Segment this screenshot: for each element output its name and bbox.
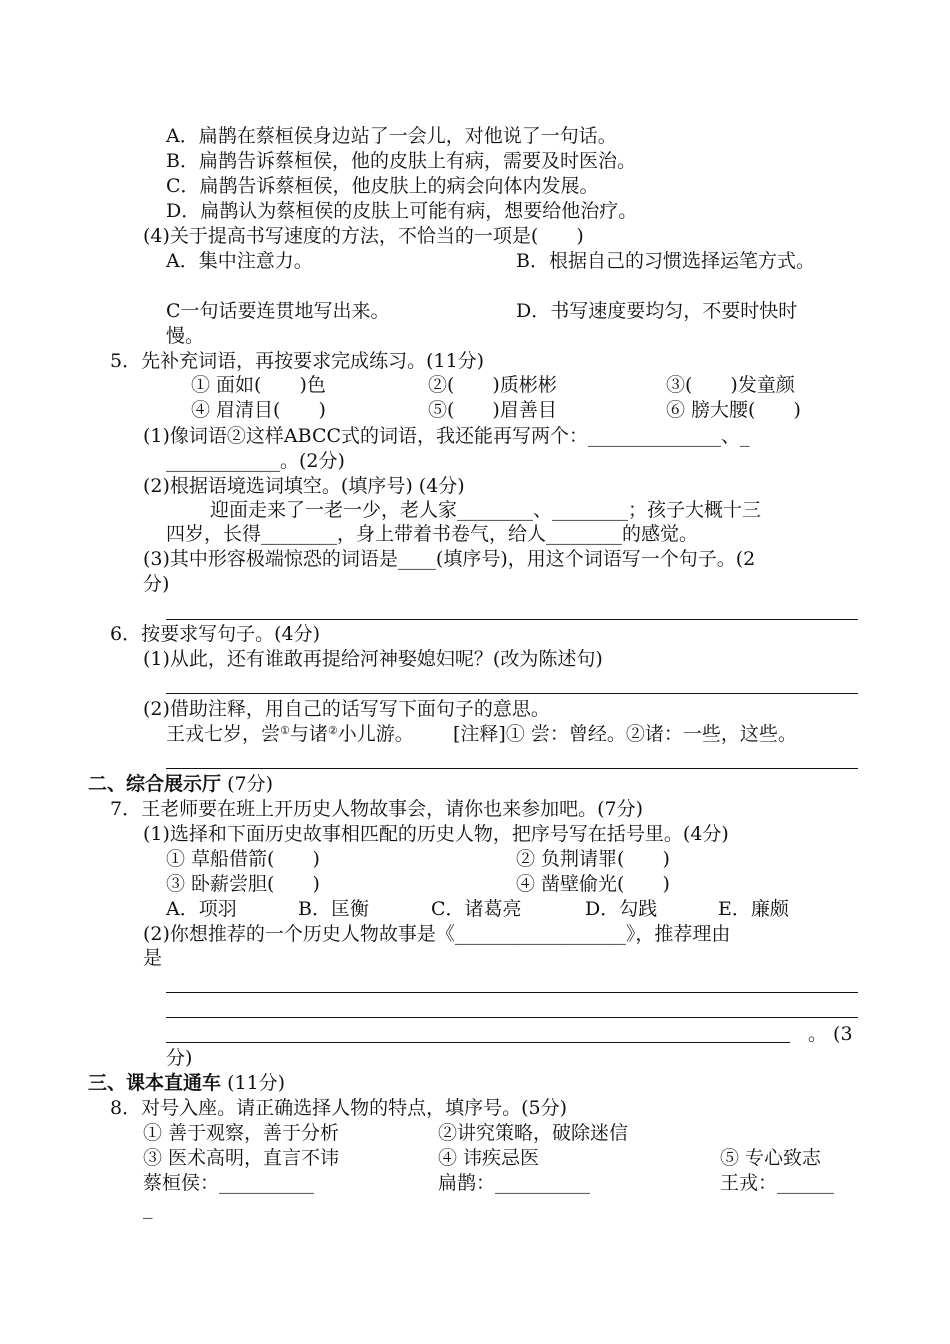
q8-answer-wangrong: 王戎：______	[720, 1172, 835, 1194]
q5-part-1-cont: ____________。(2分)	[166, 450, 345, 472]
q6-classical-quote: 王戎七岁，尝①与诸②小儿游。	[166, 723, 414, 745]
q8-answer-bianque: 扁鹊：__________	[438, 1172, 591, 1194]
q5-word-1: ① 面如( )色	[191, 374, 326, 396]
q4-3-option-b: B．扁鹊告诉蔡桓侯，他的皮肤上有病，需要及时医治。	[166, 150, 636, 172]
q7-story-3: ③ 卧薪尝胆( )	[166, 873, 320, 895]
q8-trait-2: ②讲究策略，破除迷信	[438, 1122, 629, 1144]
q5-part-3-cont: 分)	[143, 573, 170, 595]
q8-answer-wangrong-cont: _	[143, 1197, 153, 1219]
q5-title: 5．先补充词语，再按要求完成练习。(11分)	[110, 350, 485, 372]
q6-part-2: (2)借助注释，用自己的话写写下面句子的意思。	[143, 698, 550, 720]
q8-trait-3: ③ 医术高明，直言不讳	[143, 1147, 340, 1169]
section-2-heading: 二、综合展示厅 (7分)	[88, 773, 273, 795]
q8-trait-5: ⑤ 专心致志	[720, 1147, 822, 1169]
q7-title: 7．王老师要在班上开历史人物故事会，请你也来参加吧。(7分)	[110, 798, 644, 820]
q5-part-2: (2)根据语境选词填空。(填序号) (4分)	[143, 475, 465, 497]
q8-trait-1: ① 善于观察，善于分析	[143, 1122, 340, 1144]
q4-4-option-c: C一句话要连贯地写出来。	[166, 300, 390, 322]
q5-word-5: ⑤( )眉善目	[428, 399, 557, 421]
q6-annotation: [注释]① 尝：曾经。②诸：一些，这些。	[453, 723, 797, 745]
q5-part-3: (3)其中形容极端惊恐的词语是____(填序号)，用这个词语写一个句子。(2	[143, 548, 756, 570]
answer-line[interactable]	[166, 1042, 790, 1043]
q7-story-1: ① 草船借箭( )	[166, 848, 320, 870]
q8-title: 8．对号入座。请正确选择人物的特点，填序号。(5分)	[110, 1097, 568, 1119]
q4-4-option-a: A．集中注意力。	[166, 250, 313, 272]
q4-3-option-a: A．扁鹊在蔡桓侯身边站了一会儿，对他说了一句话。	[166, 125, 617, 147]
q8-trait-4: ④ 讳疾忌医	[438, 1147, 540, 1169]
q7-option-b: B．匡衡	[298, 898, 369, 920]
q4-4-option-d-cont: 慢。	[166, 325, 205, 347]
q7-score-end-cont: 分)	[166, 1047, 193, 1069]
q5-part-2-passage-cont: 四岁，长得________，身上带着书卷气，给人________的感觉。	[166, 523, 699, 545]
q4-3-option-d: D．扁鹊认为蔡桓侯的皮肤上可能有病，想要给他治疗。	[166, 200, 638, 222]
answer-line[interactable]	[166, 768, 858, 769]
q7-option-a: A．项羽	[166, 898, 237, 920]
q7-option-d: D．勾践	[585, 898, 658, 920]
answer-line[interactable]	[166, 693, 858, 694]
q5-word-6: ⑥ 膀大腰( )	[666, 399, 801, 421]
q4-4-stem: (4)关于提高书写速度的方法，不恰当的一项是( )	[143, 225, 584, 247]
q4-4-option-b: B．根据自己的习惯选择运笔方式。	[516, 250, 815, 272]
q7-score-end: 。 (3	[808, 1023, 853, 1045]
q7-option-e: E．廉颇	[718, 898, 789, 920]
q8-answer-caihuanhou: 蔡桓侯：__________	[143, 1172, 315, 1194]
q5-word-3: ③( )发童颜	[666, 374, 795, 396]
answer-line[interactable]	[166, 1017, 858, 1018]
q7-story-4: ④ 凿壁偷光( )	[516, 873, 670, 895]
q7-story-2: ② 负荆请罪( )	[516, 848, 670, 870]
answer-line[interactable]	[166, 619, 858, 620]
q4-4-option-d: D．书写速度要均匀，不要时快时	[516, 300, 798, 322]
q5-part-1: (1)像词语②这样ABCC式的词语，我还能再写两个：______________、_	[143, 425, 750, 447]
q6-part-1: (1)从此，还有谁敢再提给河神娶媳妇呢？(改为陈述句)	[143, 648, 603, 670]
q5-word-4: ④ 眉清目( )	[191, 399, 326, 421]
q7-option-c: C．诸葛亮	[431, 898, 522, 920]
q4-3-option-c: C．扁鹊告诉蔡桓侯，他皮肤上的病会向体内发展。	[166, 175, 599, 197]
q7-part-1: (1)选择和下面历史故事相匹配的历史人物，把序号写在括号里。(4分)	[143, 823, 729, 845]
answer-line[interactable]	[166, 992, 858, 993]
q5-word-2: ②( )质彬彬	[428, 374, 557, 396]
q5-part-2-passage: 迎面走来了一老一少，老人家________、________；孩子大概十三	[210, 499, 762, 521]
section-3-heading: 三、课本直通车 (11分)	[88, 1072, 286, 1094]
q7-part-2: (2)你想推荐的一个历史人物故事是《__________________》，推荐理由	[143, 923, 731, 945]
q7-part-2-cont: 是	[143, 947, 163, 969]
q6-title: 6．按要求写句子。(4分)	[110, 623, 321, 645]
